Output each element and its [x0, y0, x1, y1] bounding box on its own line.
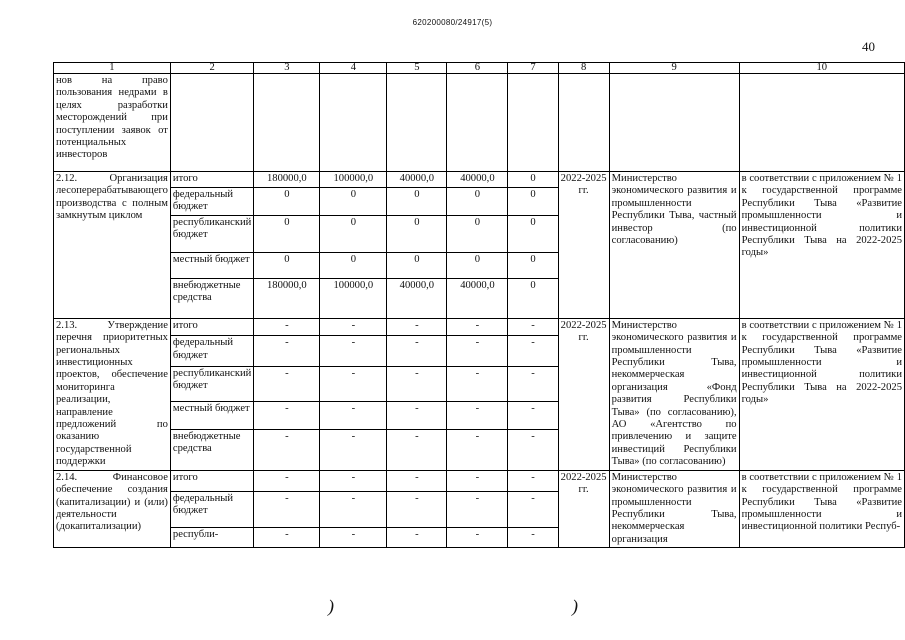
empty-cell [739, 74, 904, 172]
funding-source: республиканский бюджет [170, 367, 253, 402]
amount-cell: - [387, 528, 447, 548]
amount-cell: - [387, 367, 447, 402]
amount-cell: - [447, 528, 508, 548]
amount-cell: - [254, 528, 320, 548]
column-header: 10 [739, 63, 904, 74]
empty-cell [320, 74, 387, 172]
amount-cell: 0 [254, 188, 320, 216]
amount-cell: - [254, 491, 320, 527]
amount-cell: - [320, 528, 387, 548]
result-cell: в соответствии с приложением № 1 к государственной программе Республики Тыва «Развитие промышленности и инвестиционной политики Республики Тыва на 2022-2025 годы» [739, 318, 904, 470]
column-header: 4 [320, 63, 387, 74]
stamp-mark: ) [572, 596, 578, 616]
funding-source: итого [170, 172, 253, 188]
amount-cell: 40000,0 [447, 278, 508, 318]
amount-cell: - [447, 336, 508, 367]
amount-cell: 0 [508, 188, 558, 216]
amount-cell: - [254, 336, 320, 367]
amount-cell: - [447, 367, 508, 402]
period-cell: 2022-2025 гг. [558, 172, 609, 319]
empty-cell [558, 74, 609, 172]
responsible-cell: Министерство экономического развития и промышленности Республики Тыва, некоммерческая организация «Фонд развития Республики Тыва» (по согласованию), АО «Агентство по привлечению и защите инвестиций Республики Тыва» (по согласованию) [609, 318, 739, 470]
table-row [54, 470, 905, 491]
amount-cell: 0 [320, 188, 387, 216]
funding-source: внебюджетные средства [170, 429, 253, 470]
amount-cell: 0 [387, 188, 447, 216]
column-header: 7 [508, 63, 558, 74]
funding-source: республи- [170, 528, 253, 548]
amount-cell: - [508, 528, 558, 548]
responsible-cell: Министерство экономического развития и промышленности Республики Тыва, частный инвестор (по согласованию) [609, 172, 739, 319]
amount-cell: 0 [508, 215, 558, 252]
amount-cell: - [508, 470, 558, 491]
amount-cell: 0 [508, 172, 558, 188]
amount-cell: 0 [254, 215, 320, 252]
funding-source: федеральный бюджет [170, 188, 253, 216]
funding-source: итого [170, 318, 253, 336]
measure-name: 2.13. Утверждение перечня приоритетных региональных инвестиционных проектов, обеспечение мониторинга реализации, направление предложений по оказанию государственной поддержки [54, 318, 171, 470]
amount-cell: 0 [320, 252, 387, 278]
document-id: 620200080/24917(5) [412, 18, 493, 27]
funding-source: местный бюджет [170, 252, 253, 278]
amount-cell: - [447, 470, 508, 491]
amount-cell: 40000,0 [447, 172, 508, 188]
result-cell: в соответствии с приложением № 1 к государственной программе Республики Тыва «Развитие промышленности и инвестиционной политики Респуб- [739, 470, 904, 547]
amount-cell: - [320, 491, 387, 527]
funding-source: федеральный бюджет [170, 491, 253, 527]
amount-cell: 180000,0 [254, 172, 320, 188]
result-cell: в соответствии с приложением № 1 к государственной программе Республики Тыва «Развитие промышленности и инвестиционной политики Республики Тыва на 2022-2025 годы» [739, 172, 904, 319]
empty-cell [447, 74, 508, 172]
continuation-row [54, 74, 905, 172]
amount-cell: 0 [447, 215, 508, 252]
column-header: 5 [387, 63, 447, 74]
empty-cell [170, 74, 253, 172]
funding-source: итого [170, 470, 253, 491]
amount-cell: - [387, 470, 447, 491]
amount-cell: - [387, 429, 447, 470]
amount-cell: 0 [447, 188, 508, 216]
empty-cell [609, 74, 739, 172]
amount-cell: - [508, 336, 558, 367]
table-row [54, 318, 905, 336]
amount-cell: 0 [508, 278, 558, 318]
amount-cell: - [387, 336, 447, 367]
amount-cell: - [254, 318, 320, 336]
column-header: 3 [254, 63, 320, 74]
amount-cell: - [320, 367, 387, 402]
amount-cell: 0 [320, 215, 387, 252]
stamp-mark: ) [328, 596, 334, 616]
header-row [54, 63, 905, 74]
amount-cell: 40000,0 [387, 278, 447, 318]
responsible-cell: Министерство экономического развития и промышленности Республики Тыва, некоммерческая организация [609, 470, 739, 547]
empty-cell [508, 74, 558, 172]
amount-cell: 0 [447, 252, 508, 278]
amount-cell: 180000,0 [254, 278, 320, 318]
column-header: 2 [170, 63, 253, 74]
column-header: 6 [447, 63, 508, 74]
amount-cell: 0 [387, 215, 447, 252]
amount-cell: 40000,0 [387, 172, 447, 188]
amount-cell: - [320, 470, 387, 491]
amount-cell: - [447, 318, 508, 336]
amount-cell: - [254, 367, 320, 402]
amount-cell: - [254, 470, 320, 491]
period-cell: 2022-2025 гг. [558, 470, 609, 547]
empty-cell [254, 74, 320, 172]
amount-cell: - [320, 318, 387, 336]
page-number: 40 [862, 39, 875, 54]
amount-cell: - [254, 429, 320, 470]
amount-cell: - [508, 402, 558, 430]
amount-cell: - [447, 491, 508, 527]
column-header: 9 [609, 63, 739, 74]
amount-cell: - [320, 429, 387, 470]
amount-cell: - [320, 402, 387, 430]
amount-cell: - [447, 402, 508, 430]
period-cell: 2022-2025 гг. [558, 318, 609, 470]
continued-measure-text: нов на право пользования недрами в целях разработки месторождений при поступлении заявок от потенциальных инвесторов [54, 74, 171, 172]
amount-cell: 0 [508, 252, 558, 278]
column-header: 8 [558, 63, 609, 74]
measure-name: 2.12. Организация лесоперерабатывающего производства с полным замкнутым циклом [54, 172, 171, 319]
amount-cell: - [508, 429, 558, 470]
amount-cell: - [508, 367, 558, 402]
amount-cell: - [387, 491, 447, 527]
column-header: 1 [54, 63, 171, 74]
amount-cell: 0 [387, 252, 447, 278]
funding-source: внебюджетные средства [170, 278, 253, 318]
amount-cell: - [320, 336, 387, 367]
amount-cell: - [254, 402, 320, 430]
amount-cell: - [508, 318, 558, 336]
empty-cell [387, 74, 447, 172]
measure-name: 2.14. Финансовое обеспечение создания (капитализации) и (или) деятельности (докапитализации) [54, 470, 171, 547]
funding-source: республиканский бюджет [170, 215, 253, 252]
amount-cell: - [447, 429, 508, 470]
amount-cell: 0 [254, 252, 320, 278]
amount-cell: - [508, 491, 558, 527]
program-table [53, 62, 905, 548]
amount-cell: 100000,0 [320, 278, 387, 318]
amount-cell: 100000,0 [320, 172, 387, 188]
amount-cell: - [387, 402, 447, 430]
table-row [54, 172, 905, 188]
funding-source: федеральный бюджет [170, 336, 253, 367]
amount-cell: - [387, 318, 447, 336]
funding-source: местный бюджет [170, 402, 253, 430]
